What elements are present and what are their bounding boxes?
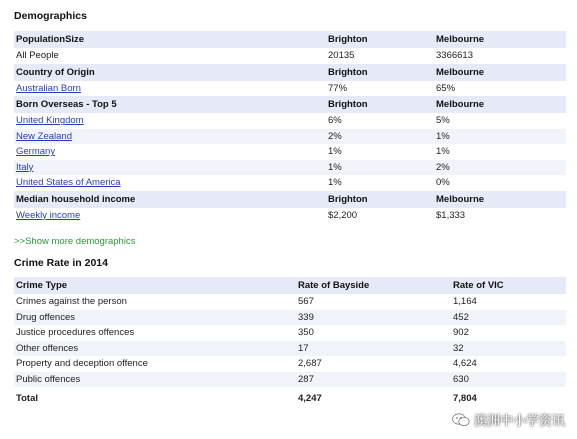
table-cell: Total bbox=[16, 392, 38, 404]
table-cell: Public offences bbox=[14, 372, 296, 388]
demographic-link[interactable]: United Kingdom bbox=[16, 115, 84, 127]
demographics-table bbox=[14, 31, 566, 223]
crime-row bbox=[14, 372, 566, 388]
table-cell: Other offences bbox=[14, 341, 296, 357]
table-cell: 1% bbox=[436, 146, 450, 158]
demographic-link[interactable]: Italy bbox=[16, 161, 34, 173]
wechat-icon bbox=[452, 413, 470, 427]
table-cell: 7,804 bbox=[453, 392, 477, 404]
header-cell: Born Overseas - Top 5 bbox=[14, 96, 326, 113]
crime-row bbox=[14, 356, 566, 372]
table-cell: 65% bbox=[436, 82, 456, 94]
table-cell: 1% bbox=[434, 129, 566, 145]
crime-row bbox=[14, 341, 566, 357]
header-cell: Median household income bbox=[14, 191, 326, 208]
header-cell: Brighton bbox=[326, 64, 434, 81]
demographics-row bbox=[14, 129, 566, 145]
demographics-header-row bbox=[14, 191, 566, 208]
table-cell: 287 bbox=[296, 372, 451, 388]
header-cell: Brighton bbox=[326, 31, 434, 48]
demographics-header-row bbox=[14, 96, 566, 113]
demographics-title: Demographics bbox=[14, 10, 87, 22]
watermark-text: 澳洲中小学资讯 bbox=[473, 414, 565, 429]
table-cell: 1% bbox=[326, 160, 434, 176]
crime-rate-title: Crime Rate in 2014 bbox=[14, 257, 108, 269]
header-cell: PopulationSize bbox=[14, 31, 326, 48]
table-cell: 32 bbox=[451, 341, 566, 357]
table-cell: 4,247 bbox=[298, 392, 322, 404]
show-more-demographics-link[interactable]: >>Show more demographics bbox=[14, 236, 136, 247]
table-cell: Rate of VIC bbox=[451, 277, 566, 294]
demographic-link[interactable]: Germany bbox=[16, 146, 56, 158]
header-cell: Melbourne bbox=[434, 191, 566, 208]
demographics-row bbox=[14, 160, 566, 176]
table-cell: $2,200 bbox=[328, 209, 358, 221]
header-cell: Melbourne bbox=[434, 31, 566, 48]
demographics-row bbox=[14, 113, 566, 129]
table-cell: $1,333 bbox=[436, 209, 466, 221]
table-cell bbox=[14, 81, 326, 97]
crime-row bbox=[14, 310, 566, 326]
demographic-link[interactable]: Weekly income bbox=[16, 209, 81, 221]
table-cell: 3366613 bbox=[436, 50, 473, 62]
demographic-link[interactable]: United States of America bbox=[16, 177, 121, 189]
demographics-header-row bbox=[14, 64, 566, 81]
table-cell: 567 bbox=[298, 296, 314, 308]
demographics-row bbox=[14, 175, 566, 191]
crime-row bbox=[14, 294, 566, 310]
demographics-header-row bbox=[14, 31, 566, 48]
table-cell bbox=[14, 113, 326, 129]
table-cell: 452 bbox=[451, 310, 566, 326]
table-cell: 77% bbox=[328, 82, 348, 94]
table-cell: 2% bbox=[434, 160, 566, 176]
table-cell: Drug offences bbox=[14, 310, 296, 326]
crime-row bbox=[14, 325, 566, 341]
crime-header-row bbox=[14, 277, 566, 294]
demographics-row bbox=[14, 48, 566, 64]
header-cell: Country of Origin bbox=[14, 64, 326, 81]
table-cell: Rate of Bayside bbox=[296, 277, 451, 294]
demographics-row bbox=[14, 144, 566, 160]
table-cell bbox=[14, 144, 326, 160]
table-cell: 1,164 bbox=[453, 296, 477, 308]
table-cell: 630 bbox=[451, 372, 566, 388]
table-cell: 5% bbox=[436, 115, 450, 127]
table-cell: 0% bbox=[436, 177, 450, 189]
demographics-row bbox=[14, 81, 566, 97]
demographic-link[interactable]: New Zealand bbox=[16, 130, 72, 142]
table-cell: All People bbox=[16, 50, 59, 62]
table-cell: 339 bbox=[296, 310, 451, 326]
table-cell: 1% bbox=[328, 146, 342, 158]
table-cell: 2,687 bbox=[298, 358, 322, 370]
demographics-row bbox=[14, 208, 566, 224]
crime-total-row bbox=[14, 387, 566, 409]
table-cell: 4,624 bbox=[453, 358, 477, 370]
table-cell bbox=[14, 160, 326, 176]
table-cell: Property and deception offence bbox=[16, 358, 148, 370]
demographic-link[interactable]: Australian Born bbox=[16, 82, 81, 94]
header-cell: Melbourne bbox=[434, 64, 566, 81]
watermark bbox=[452, 410, 565, 429]
table-cell bbox=[14, 175, 326, 191]
table-cell: Crimes against the person bbox=[16, 296, 127, 308]
table-cell: 20135 bbox=[328, 50, 355, 62]
table-cell: 902 bbox=[453, 327, 469, 339]
table-cell: 6% bbox=[328, 115, 342, 127]
table-cell: Crime Type bbox=[14, 277, 296, 294]
header-cell: Brighton bbox=[326, 96, 434, 113]
table-cell: Justice procedures offences bbox=[16, 327, 135, 339]
table-cell: 2% bbox=[326, 129, 434, 145]
table-cell: 1% bbox=[328, 177, 342, 189]
table-cell bbox=[14, 129, 326, 145]
table-cell: 350 bbox=[298, 327, 314, 339]
crime-rate-table bbox=[14, 277, 566, 409]
header-cell: Melbourne bbox=[434, 96, 566, 113]
table-cell: 17 bbox=[296, 341, 451, 357]
header-cell: Brighton bbox=[326, 191, 434, 208]
table-cell bbox=[14, 208, 326, 224]
